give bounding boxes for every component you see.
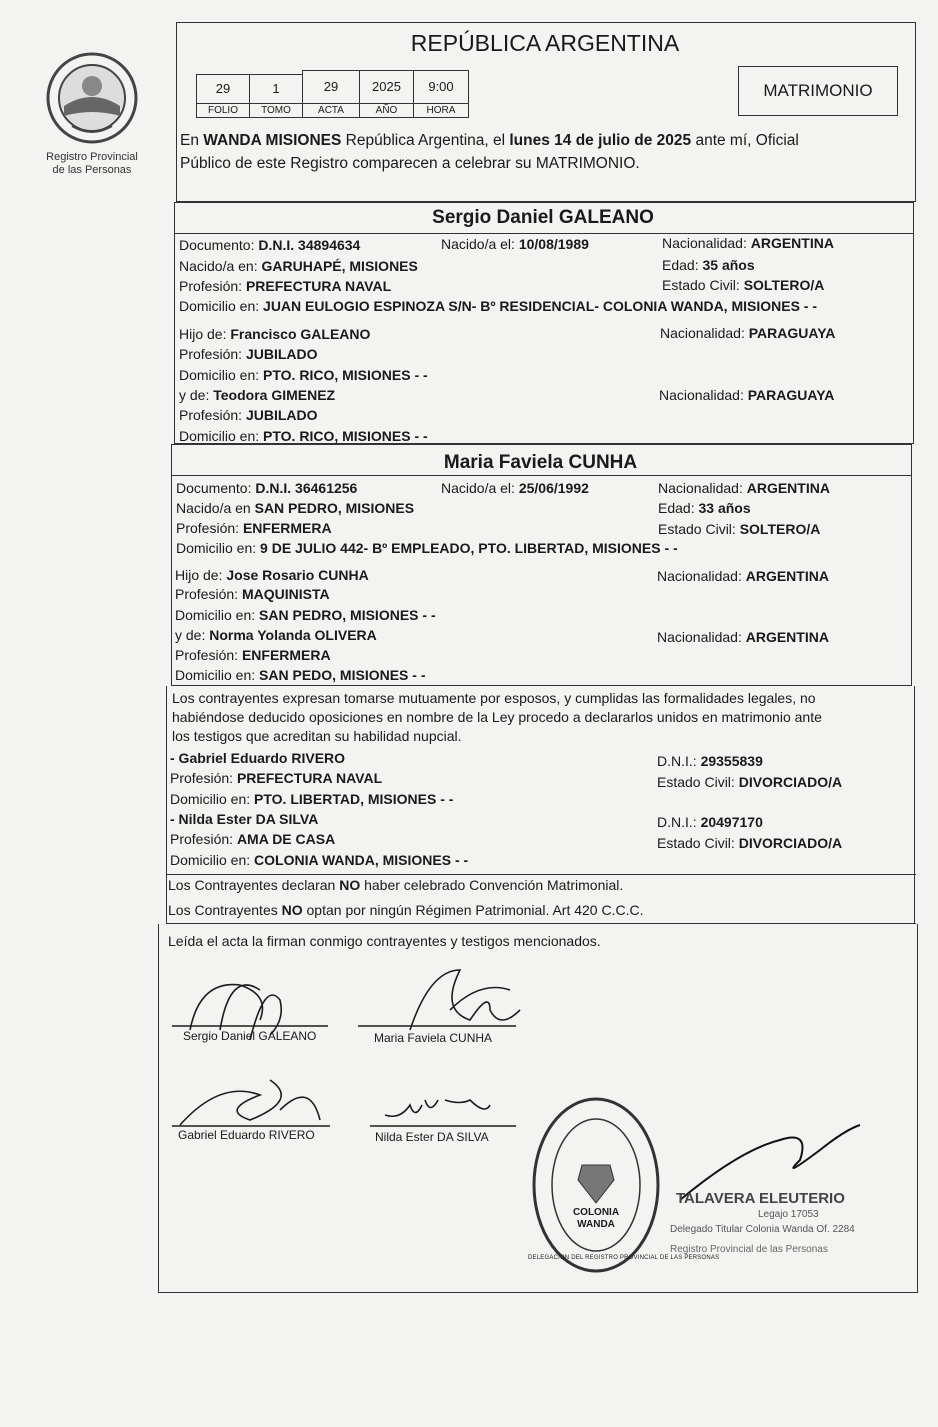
conv-divider-top [166, 874, 916, 875]
s2-padre-nac: Nacionalidad: ARGENTINA [657, 568, 829, 584]
tomo-value: 1 [249, 74, 303, 104]
convention-line2: Los Contrayentes NO optan por ningún Régimen Patrimonial. Art 420 C.C.C. [168, 902, 644, 918]
s2-madre-nac: Nacionalidad: ARGENTINA [657, 629, 829, 645]
page-title: REPÚBLICA ARGENTINA [410, 30, 680, 56]
closing-text: Leída el acta la firman conmigo contrayentes y testigos mencionados. [168, 933, 601, 949]
intro-text-3: ante mí, Oficial [691, 132, 799, 149]
declaration-line2: habiéndose deducido oposiciones en nombre de la Ley procedo a declararlos unidos en matrimonio ante [172, 709, 822, 725]
hora-value: 9:00 [413, 70, 469, 104]
s1-madre-dom: Domicilio en: PTO. RICO, MISIONES - - [179, 428, 428, 444]
w2-name: - Nilda Ester DA SILVA [170, 811, 319, 827]
w2-dni: D.N.I.: 20497170 [657, 814, 763, 830]
officer-legajo: Legajo 17053 [758, 1209, 819, 1220]
spouse2-name-divider [171, 475, 912, 476]
s1-lugar: Nacido/a en: GARUHAPÉ, MISIONES [179, 258, 418, 274]
registry-logo [42, 48, 142, 148]
s1-profesion: Profesión: PREFECTURA NAVAL [179, 278, 392, 294]
s1-documento: Documento: D.N.I. 34894634 [179, 237, 361, 253]
folio-value: 29 [196, 74, 250, 104]
s2-profesion: Profesión: ENFERMERA [176, 520, 332, 536]
w2-profesion: Profesión: AMA DE CASA [170, 831, 336, 847]
signature-label-3: Gabriel Eduardo RIVERO [178, 1128, 315, 1142]
s2-padre-prof: Profesión: MAQUINISTA [175, 586, 330, 602]
registry-name-line1: Registro Provincial [46, 151, 138, 163]
declaration-line1: Los contrayentes expresan tomarse mutuamente por esposos, y cumplidas las formalidades legales, no [172, 690, 816, 706]
declaration-text [172, 689, 912, 746]
lower-left-border [166, 686, 167, 924]
s1-padre-nac: Nacionalidad: PARAGUAYA [660, 325, 836, 341]
s1-domicilio: Domicilio en: JUAN EULOGIO ESPINOZA S/N- Bº RESIDENCIAL- COLONIA WANDA, MISIONES - - [179, 298, 818, 314]
folio-label: FOLIO [196, 103, 250, 118]
s1-estado: Estado Civil: SOLTERO/A [662, 277, 825, 293]
s2-padre: Hijo de: Jose Rosario CUNHA [175, 567, 369, 583]
s2-domicilio: Domicilio en: 9 DE JULIO 442- Bº EMPLEADO, PTO. LIBERTAD, MISIONES - - [176, 540, 678, 556]
registry-name-line2: de las Personas [52, 164, 132, 176]
anio-value: 2025 [359, 70, 414, 104]
s1-madre: y de: Teodora GIMENEZ [179, 387, 336, 403]
misiones-seal-icon [42, 48, 142, 148]
w1-name: - Gabriel Eduardo RIVERO [170, 750, 346, 766]
record-type-box [738, 66, 898, 116]
convention-line1: Los Contrayentes declaran NO haber celebrado Convención Matrimonial. [168, 877, 624, 893]
s2-estado: Estado Civil: SOLTERO/A [658, 521, 821, 537]
w1-domicilio: Domicilio en: PTO. LIBERTAD, MISIONES - - [170, 791, 454, 807]
s2-edad: Edad: 33 años [658, 500, 751, 516]
anio-label: AÑO [359, 103, 414, 118]
registry-name [30, 151, 154, 177]
s2-madre-prof: Profesión: ENFERMERA [175, 647, 331, 663]
s2-padre-dom: Domicilio en: SAN PEDRO, MISIONES - - [175, 607, 436, 623]
intro-text-1: En [180, 132, 204, 149]
lower-right-border [914, 686, 915, 924]
s1-madre-prof: Profesión: JUBILADO [179, 407, 318, 423]
seal-ring-text: DELEGACION DEL REGISTRO PROVINCIAL DE LAS PERSONAS [528, 1255, 720, 1261]
s1-nacionalidad: Nacionalidad: ARGENTINA [662, 235, 834, 251]
s1-padre-dom: Domicilio en: PTO. RICO, MISIONES - - [179, 367, 428, 383]
spouse1-name-divider [174, 233, 914, 234]
signature-label-1: Sergio Daniel GALEANO [183, 1029, 317, 1043]
s1-edad: Edad: 35 años [662, 257, 755, 273]
w1-profesion: Profesión: PREFECTURA NAVAL [170, 770, 383, 786]
acta-value: 29 [302, 70, 360, 104]
spouse1-name: Sergio Daniel GALEANO [432, 207, 654, 228]
intro-text-2: República Argentina, el [341, 132, 510, 149]
s1-padre: Hijo de: Francisco GALEANO [179, 326, 371, 342]
s2-lugar: Nacido/a en SAN PEDRO, MISIONES [176, 500, 415, 516]
intro-line2: Público de este Registro comparecen a celebrar su MATRIMONIO. [180, 155, 640, 172]
signature-label-4: Nilda Ester DA SILVA [375, 1130, 489, 1144]
signature-2-scribble [410, 970, 520, 1030]
signature-label-2: Maria Faviela CUNHA [374, 1031, 493, 1045]
s1-padre-prof: Profesión: JUBILADO [179, 346, 318, 362]
intro-paragraph [180, 129, 915, 175]
intro-date: lunes 14 de julio de 2025 [509, 132, 692, 149]
s2-documento: Documento: D.N.I. 36461256 [176, 480, 358, 496]
official-seal [528, 1095, 720, 1275]
tomo-label: TOMO [249, 103, 303, 118]
signature-3-scribble [180, 1080, 320, 1125]
seal-inner-line1: COLONIA [572, 1207, 620, 1218]
intro-place: WANDA MISIONES [203, 132, 342, 149]
s1-nacido: Nacido/a el: 10/08/1989 [441, 236, 589, 252]
officer-org: Registro Provincial de las Personas [670, 1244, 828, 1255]
officer-name: TALAVERA ELEUTERIO [676, 1190, 845, 1207]
w1-dni: D.N.I.: 29355839 [657, 753, 763, 769]
officer-cargo: Delegado Titular Colonia Wanda Of. 2284 [670, 1224, 855, 1235]
w1-estado: Estado Civil: DIVORCIADO/A [657, 774, 843, 790]
s2-madre: y de: Norma Yolanda OLIVERA [175, 627, 377, 643]
declaration-line3: los testigos que acreditan su habilidad nupcial. [172, 728, 462, 744]
seal-icon [528, 1095, 720, 1275]
s2-nacionalidad: Nacionalidad: ARGENTINA [658, 480, 830, 496]
s1-madre-nac: Nacionalidad: PARAGUAYA [659, 387, 835, 403]
spouse2-name: Maria Faviela CUNHA [443, 452, 638, 473]
w2-estado: Estado Civil: DIVORCIADO/A [657, 835, 843, 851]
signature-4-scribble [385, 1100, 490, 1116]
record-type: MATRIMONIO [763, 81, 873, 100]
w2-domicilio: Domicilio en: COLONIA WANDA, MISIONES - - [170, 852, 469, 868]
hora-label: HORA [413, 103, 469, 118]
seal-inner-line2: WANDA [577, 1219, 615, 1230]
s2-nacido: Nacido/a el: 25/06/1992 [441, 480, 589, 496]
s2-madre-dom: Domicilio en: SAN PEDO, MISIONES - - [175, 667, 426, 683]
acta-label: ACTA [302, 103, 360, 118]
